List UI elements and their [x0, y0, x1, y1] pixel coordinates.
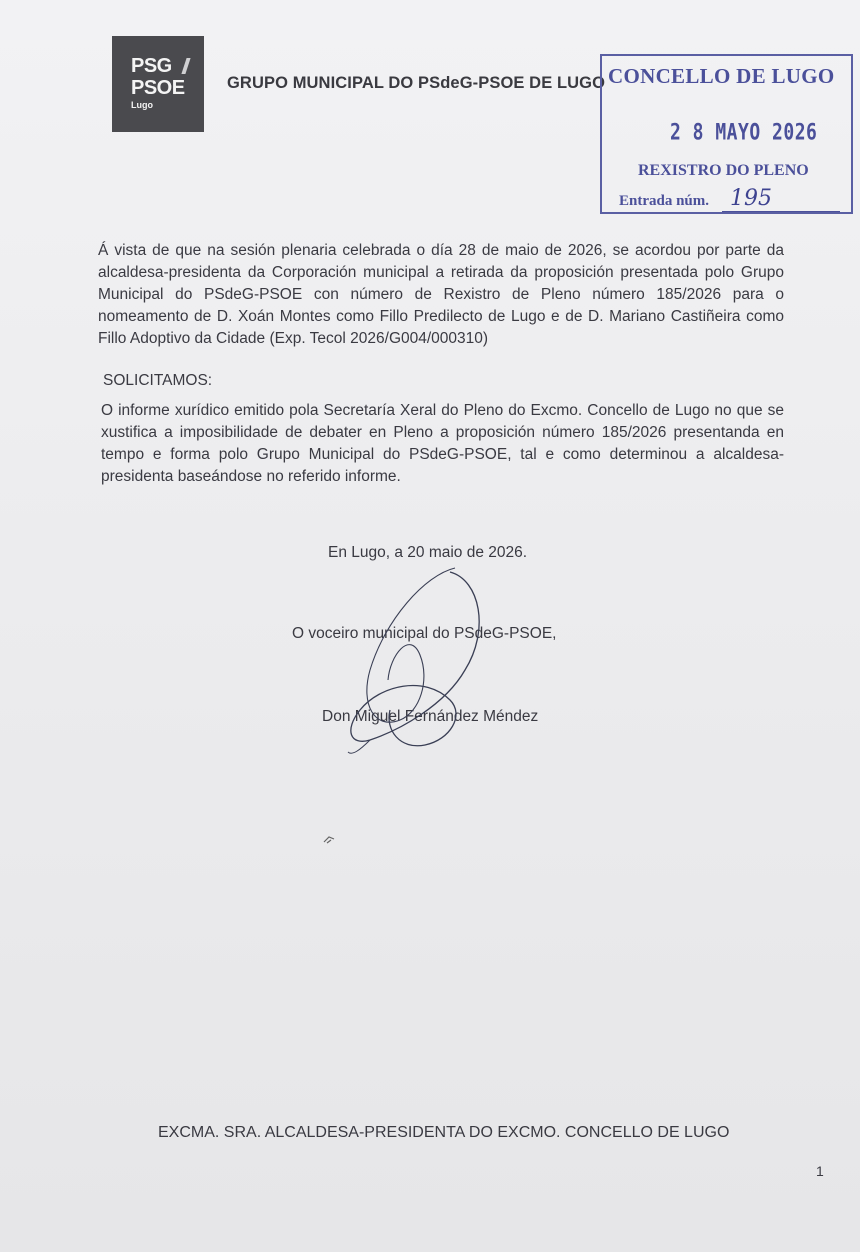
paper-mark: [322, 834, 336, 846]
logo-line-1: PSG: [131, 55, 172, 77]
place-and-date: En Lugo, a 20 maio de 2026.: [328, 544, 528, 561]
stamp-subtitle: REXISTRO DO PLENO: [638, 162, 809, 179]
logo-line-3: Lugo: [131, 100, 153, 110]
stamp-date: 2 8 MAYO 2026: [670, 119, 818, 146]
signer-role: O voceiro municipal do PSdeG-PSOE,: [292, 625, 557, 642]
stamp-title: CONCELLO DE LUGO: [608, 64, 835, 88]
body-paragraph-2: O informe xurídico emitido pola Secretaría Xeral do Pleno do Excmo. Concello de Lugo no que se xustifica a imposibilidade de debater en Pleno a proposición número 185/2026 presentanda en tempo e forma polo Grupo Municipal do PSdeG-PSOE, tal e como determinou a alcaldesa-presidenta baseándose no referido informe.: [101, 402, 784, 485]
addressee-line: EXCMA. SRA. ALCALDESA-PRESIDENTA DO EXCMO. CONCELLO DE LUGO: [158, 1124, 730, 1141]
logo-slash-mark: [181, 58, 190, 74]
body-paragraph-1: Á vista de que na sesión plenaria celebrada o día 28 de maio de 2026, se acordou por parte da alcaldesa-presidenta da Corporación municipal a retirada da proposición presentada polo Grupo Municipal do PSdeG-PSOE con número de Rexistro de Pleno número 185/2026 para o nomeamento de D. Xoán Montes como Fillo Predilecto de Lugo e de D. Mariano Castiñeira como Fillo Adoptivo da Cidade (Exp. Tecol 2026/G004/000310): [98, 242, 784, 347]
letterhead-title: GRUPO MUNICIPAL DO PSdeG-PSOE DE LUGO: [227, 74, 606, 92]
psdeg-psoe-logo: [112, 36, 204, 132]
solicitamos-heading: SOLICITAMOS:: [103, 372, 213, 389]
page-number: 1: [816, 1163, 824, 1179]
registry-stamp: [600, 54, 853, 214]
stamp-entry-number: 195: [730, 186, 772, 211]
stamp-entry-underline: [722, 211, 840, 212]
logo-line-2: PSOE: [131, 77, 185, 99]
stamp-entry-label: Entrada núm.: [619, 193, 710, 209]
handwritten-signature: [330, 560, 510, 760]
signer-name: Don Miguel Fernández Méndez: [322, 708, 539, 725]
